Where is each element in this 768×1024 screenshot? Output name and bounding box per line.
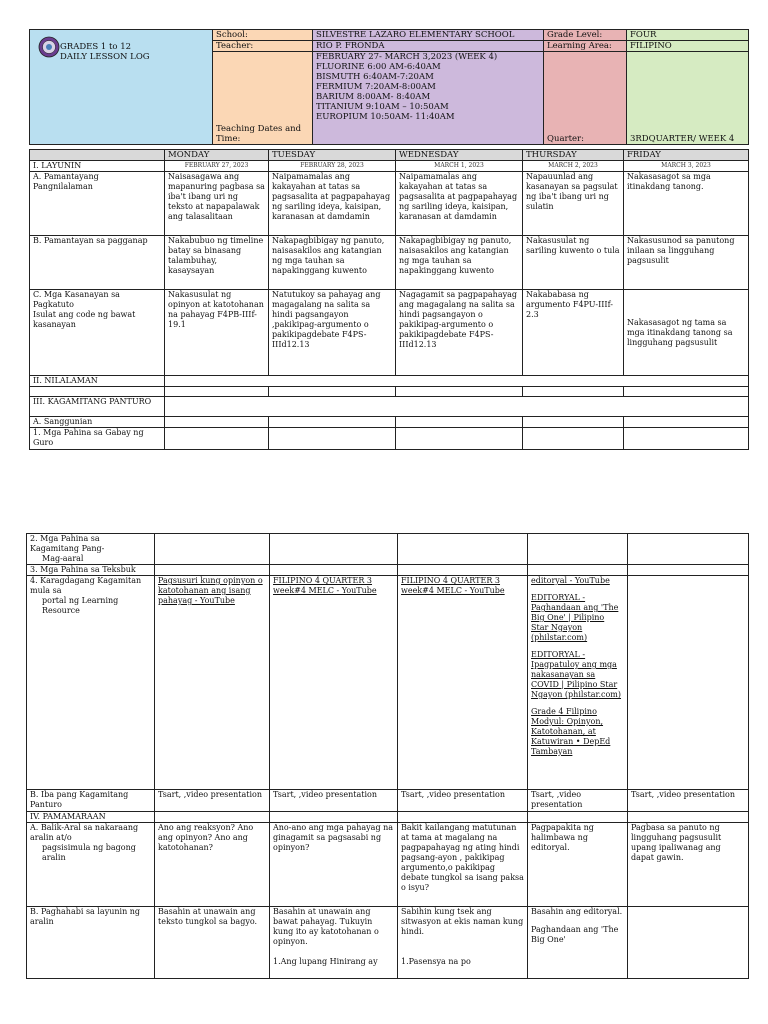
table-cell <box>523 387 624 397</box>
header-table <box>29 29 749 145</box>
table-cell: Napauunlad ang kasanayan sa pagsulat ng iba't ibang uri ng sulatin <box>523 172 624 236</box>
table-cell: Tsart, ,video presentation <box>270 790 398 812</box>
table-cell: Tsart, ,video presentation <box>528 790 628 812</box>
table-cell <box>155 812 270 823</box>
paghahabi-thu-title: Paghandaan ang 'The Big One' <box>531 925 619 944</box>
row-label-kasanayan <box>30 290 165 376</box>
page-one <box>0 29 768 450</box>
table-cell: Nakasusunod sa panutong inilaan sa lingguhang pagsusulit <box>624 236 749 290</box>
link-editoryal-big-one[interactable]: EDITORYAL - Paghandaan ang 'The Big One' | Pilipino Star Ngayon (philstar.com) <box>531 593 619 642</box>
table-cell <box>628 812 749 823</box>
table-cell <box>523 428 624 450</box>
date-tuesday: FEBRUARY 28, 2023 <box>269 161 396 172</box>
deped-seal-icon <box>38 36 60 58</box>
section-pamamaraan: IV. PAMAMARAAN <box>27 812 155 823</box>
table-cell: Bakit kailangang matutunan at tama at magalang na pagpapahayag ng ating hindi pagsang-ayon , pakikipag argumento,o pakikipag debate tungkol sa isang paksa o isyu? <box>398 823 528 907</box>
row-label-karagdagang-kagamitan <box>27 576 155 790</box>
table-cell <box>398 534 528 565</box>
paghahabi-tue-item: 1.Ang lupang Hinirang ay <box>273 957 378 966</box>
row-label-sanggunian: A. Sanggunian <box>30 417 165 428</box>
table-cell <box>165 376 749 387</box>
schedule-fermium: FERMIUM 7:20AM-8:00AM <box>316 82 436 92</box>
schedule-cell <box>313 52 544 145</box>
row-label-karagdagan-line1: 4. Karagdagang Kagamitan mula sa <box>30 576 142 595</box>
table-cell <box>30 387 165 397</box>
row-label-kagamitang-pang-mag-aaral <box>27 534 155 565</box>
area-label: Learning Area: <box>544 41 627 52</box>
table-cell <box>165 417 269 428</box>
table-cell <box>270 565 398 576</box>
table-cell: Tsart, ,video presentation <box>398 790 528 812</box>
quarter-label: Quarter: <box>544 52 627 145</box>
paghahabi-tue-instruction: Basahin at unawain ang bawat pahayag. Tukuyin kung ito ay katotohanan o opinyon. <box>273 907 379 946</box>
paghahabi-wed-item: 1.Pasensya na po <box>401 957 471 966</box>
table-cell: Naipamamalas ang kakayahan at tatas sa pagsasalita at pagpapahayag ng sariling ideya, kaisipan, karanasan at damdamin <box>396 172 523 236</box>
row-label-paghahabi: B. Paghahabi sa layunin ng aralin <box>27 907 155 979</box>
area-value: FILIPINO <box>627 41 749 52</box>
date-thursday: MARCH 2, 2023 <box>523 161 624 172</box>
table-cell: Nakasusulat ng opinyon at katotohanan na pahayag F4PB-IIIf-19.1 <box>165 290 269 376</box>
table-cell <box>396 387 523 397</box>
table-cell <box>165 428 269 450</box>
table-cell <box>270 576 398 790</box>
link-filipino4-youtube-tue[interactable]: FILIPINO 4 QUARTER 3 week#4 MELC - YouTube <box>273 576 377 595</box>
table-cell <box>528 576 628 790</box>
table-cell <box>155 534 270 565</box>
row-label-balik-aral-line2: pagsisimula ng bagong aralin <box>42 843 136 862</box>
schedule-barium: BARIUM 8:00AM- 8:40AM <box>316 92 431 102</box>
row-label-kasanayan-title: C. Mga Kasanayan sa Pagkatuto <box>33 290 120 309</box>
lesson-table-page-2 <box>26 533 749 979</box>
school-value: SILVESTRE LAZARO ELEMENTARY SCHOOL <box>313 30 544 41</box>
table-cell <box>528 812 628 823</box>
doc-title-dll: DAILY LESSON LOG <box>60 52 150 62</box>
table-cell <box>624 387 749 397</box>
day-monday: MONDAY <box>165 150 269 161</box>
table-cell: Nagagamit sa pagpapahayag ang magagalang na salita sa hindi pagsangayon o pakikipag-argumento o pakikipagdebate F4PS-IIId12.13 <box>396 290 523 376</box>
table-cell <box>628 565 749 576</box>
schedule-titanium: TITANIUM 9:10AM – 10:50AM <box>316 102 449 112</box>
page-two <box>0 533 768 979</box>
teacher-value: RIO P. FRONDA <box>313 41 544 52</box>
table-cell <box>528 534 628 565</box>
table-cell: Naisasagawa ang mapanuring pagbasa sa iba't ibang uri ng teksto at napapalawak ang talasalitaan <box>165 172 269 236</box>
day-thursday: THURSDAY <box>523 150 624 161</box>
table-cell: Nakapagbibigay ng panuto, naisasakilos ang katangian ng mga tauhan sa napakinggang kuwento <box>396 236 523 290</box>
table-cell <box>528 907 628 979</box>
table-cell: Nakasusulat ng sariling kuwento o tula <box>523 236 624 290</box>
table-cell: Nakababasa ng argumento F4PU-IIIf-2.3 <box>523 290 624 376</box>
paghahabi-wed-instruction: Sabihin kung tsek ang sitwasyon at ekis naman kung hindi. <box>401 907 524 936</box>
section-layunin: I. LAYUNIN <box>30 161 165 172</box>
table-cell <box>155 576 270 790</box>
row-label-teksbuk: 3. Mga Pahina sa Teksbuk <box>27 565 155 576</box>
table-cell <box>398 812 528 823</box>
table-cell: Nakasasagot sa mga itinakdang tanong. <box>624 172 749 236</box>
date-wednesday: MARCH 1, 2023 <box>396 161 523 172</box>
table-cell <box>624 417 749 428</box>
link-editoryal-covid[interactable]: EDITORYAL - Ipagpatuloy ang mga nakasanayan sa COVID | Pilipino Star Ngayon (philstar.com) <box>531 650 622 699</box>
doc-title-grades: GRADES 1 to 12 <box>60 42 132 52</box>
table-cell <box>398 565 528 576</box>
link-editoryal-youtube[interactable]: editoryal - YouTube <box>531 576 610 585</box>
table-cell <box>269 417 396 428</box>
deped-header-cell <box>30 30 213 145</box>
row-label-kasanayan-note: Isulat ang code ng bawat kasanayan <box>33 310 136 329</box>
row-label-pamantayan-sa-pagganap: B. Pamantayan sa pagganap <box>30 236 165 290</box>
school-label: School: <box>213 30 313 41</box>
paghahabi-thu-instruction: Basahin ang editoryal. <box>531 907 623 916</box>
table-cell <box>270 534 398 565</box>
row-label-gabay-ng-guro: 1. Mga Pahina sa Gabay ng Guro <box>30 428 165 450</box>
table-cell: Nakapagbibigay ng panuto, naisasakilos ang katangian ng mga tauhan sa napakinggang kuwento <box>269 236 396 290</box>
table-cell: Pagbasa sa panuto ng lingguhang pagsusulit upang ipaliwanag ang dapat gawin. <box>628 823 749 907</box>
date-monday: FEBRUARY 27, 2023 <box>165 161 269 172</box>
grade-value: FOUR <box>627 30 749 41</box>
table-cell <box>396 417 523 428</box>
table-cell <box>628 534 749 565</box>
teacher-label: Teacher: <box>213 41 313 52</box>
table-cell <box>165 397 749 417</box>
table-cell <box>155 565 270 576</box>
schedule-fluorine: FLUORINE 6:00 AM-6:40AM <box>316 62 441 72</box>
row-label-balik-aral <box>27 823 155 907</box>
row-label-balik-aral-line1: A. Balik-Aral sa nakaraang aralin at/o <box>30 823 139 842</box>
table-cell <box>270 907 398 979</box>
table-cell <box>165 387 269 397</box>
section-kagamitan: III. KAGAMITANG PANTURO <box>30 397 165 417</box>
table-cell <box>269 387 396 397</box>
table-cell: Pagpapakita ng halimbawa ng editoryal. <box>528 823 628 907</box>
table-cell: Naipamamalas ang kakayahan at tatas sa pagsasalita at pagpapahayag ng sariling ideya, kaisipan, karanasan at damdamin <box>269 172 396 236</box>
table-cell <box>269 428 396 450</box>
link-pagsusuri-youtube[interactable]: Pagsusuri kung opinyon o katotohanan ang isang pahayag - YouTube <box>158 576 263 605</box>
lesson-table-page-1 <box>29 149 749 450</box>
schedule-week: FEBRUARY 27- MARCH 3,2023 (WEEK 4) <box>316 52 498 62</box>
table-cell: Nakabubuo ng timeline batay sa binasang talambuhay, kasaysayan <box>165 236 269 290</box>
schedule-bismuth: BISMUTH 6:40AM-7:20AM <box>316 72 434 82</box>
table-cell <box>398 907 528 979</box>
schedule-europium: EUROPIUM 10:50AM- 11:40AM <box>316 112 455 122</box>
table-cell: Ano ang reaksyon? Ano ang opinyon? Ano ang katotohanan? <box>155 823 270 907</box>
row-label-pamantayang-pangnilalaman: A. Pamantayang Pangnilalaman <box>30 172 165 236</box>
date-friday: MARCH 3, 2023 <box>624 161 749 172</box>
dates-label: Teaching Dates and Time: <box>213 52 313 145</box>
link-filipino4-youtube-wed[interactable]: FILIPINO 4 QUARTER 3 week#4 MELC - YouTube <box>401 576 505 595</box>
table-cell <box>628 907 749 979</box>
table-cell <box>396 428 523 450</box>
table-cell <box>398 576 528 790</box>
row-label-kagamitang-line1: 2. Mga Pahina sa Kagamitang Pang- <box>30 534 105 553</box>
day-tuesday: TUESDAY <box>269 150 396 161</box>
table-cell: Nakasasagot ng tama sa mga itinakdang tanong sa lingguhang pagsusulit <box>624 290 749 376</box>
table-cell <box>270 812 398 823</box>
day-friday: FRIDAY <box>624 150 749 161</box>
day-wednesday: WEDNESDAY <box>396 150 523 161</box>
table-cell <box>523 417 624 428</box>
table-cell: Natutukoy sa pahayag ang magagalang na salita sa hindi pagsangayon ,pakikipag-argumento o pakikipagdebate F4PS-IIId12.13 <box>269 290 396 376</box>
table-cell: Tsart, ,video presentation <box>628 790 749 812</box>
table-cell <box>528 565 628 576</box>
table-cell <box>624 428 749 450</box>
row-label-karagdagan-line2: portal ng Learning Resource <box>42 596 119 615</box>
quarter-value: 3RDQUARTER/ WEEK 4 <box>627 52 749 145</box>
section-nilalaman: II. NILALAMAN <box>30 376 165 387</box>
table-cell <box>628 576 749 790</box>
table-cell: Basahin at unawain ang teksto tungkol sa bagyo. <box>155 907 270 979</box>
table-cell: Tsart, ,video presentation <box>155 790 270 812</box>
link-deped-tambayan[interactable]: Grade 4 Filipino Modyul: Opinyon, Katotohanan, at Katuwiran • DepEd Tambayan <box>531 707 611 756</box>
row-label-kagamitang-line2: Mag-aaral <box>42 554 84 563</box>
row-label-iba-pang-kagamitan: B. Iba pang Kagamitang Panturo <box>27 790 155 812</box>
grade-label: Grade Level: <box>544 30 627 41</box>
table-cell: Ano-ano ang mga pahayag na ginagamit sa pagsasabi ng opinyon? <box>270 823 398 907</box>
day-header-empty <box>30 150 165 161</box>
